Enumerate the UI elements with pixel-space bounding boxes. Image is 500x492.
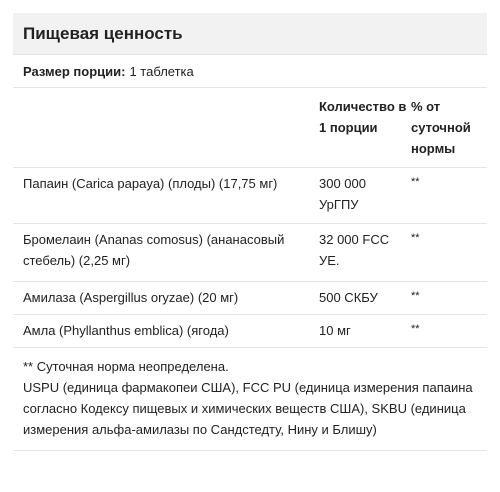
table-row: [13, 315, 487, 348]
header-amount: Количество в 1 порции: [319, 88, 411, 168]
serving-size-value: 1 таблетка: [129, 63, 194, 79]
table-row: [13, 282, 487, 315]
ingredient-name: Папаин (Carica papaya) (плоды) (17,75 мг): [13, 168, 319, 224]
serving-size-label: Размер порции:: [23, 63, 126, 79]
ingredient-amount: 32 000 FCC УЕ.: [319, 224, 411, 282]
ingredient-name: Амилаза (Aspergillus oryzae) (20 мг): [13, 282, 319, 315]
nutrition-table: [13, 88, 487, 348]
ingredient-amount: 300 000 УрГПУ: [319, 168, 411, 224]
table-row: [13, 224, 487, 282]
ingredient-amount: 10 мг: [319, 315, 411, 348]
header-daily-value: % от суточной нормы: [411, 88, 487, 168]
ingredient-daily-value: **: [411, 224, 487, 282]
footnotes: [13, 348, 487, 451]
nutrition-facts-panel: [13, 13, 487, 451]
panel-title: Пищевая ценность: [23, 23, 183, 43]
ingredient-amount: 500 СКБУ: [319, 282, 411, 315]
header-ingredient: [13, 88, 319, 168]
ingredient-name: Бромелаин (Ananas comosus) (ананасовый стебель) (2,25 мг): [13, 224, 319, 282]
ingredient-name: Амла (Phyllanthus emblica) (ягода): [13, 315, 319, 348]
footnote-daily-value: ** Суточная норма неопределена.: [23, 359, 229, 374]
table-row: [13, 168, 487, 224]
ingredient-daily-value: **: [411, 315, 487, 348]
ingredient-daily-value: **: [411, 282, 487, 315]
ingredient-daily-value: **: [411, 168, 487, 224]
table-header-row: [13, 88, 487, 168]
serving-size-row: [13, 55, 487, 88]
footnote-units: USPU (единица фармакопеи США), FCC PU (единица измерения папаина согласно Кодексу пищевых и химических веществ США), SKBU (единица измерения альфа-амилазы по Сандстедту, Нину и Блишу): [23, 380, 473, 437]
title-bar: [13, 13, 487, 55]
